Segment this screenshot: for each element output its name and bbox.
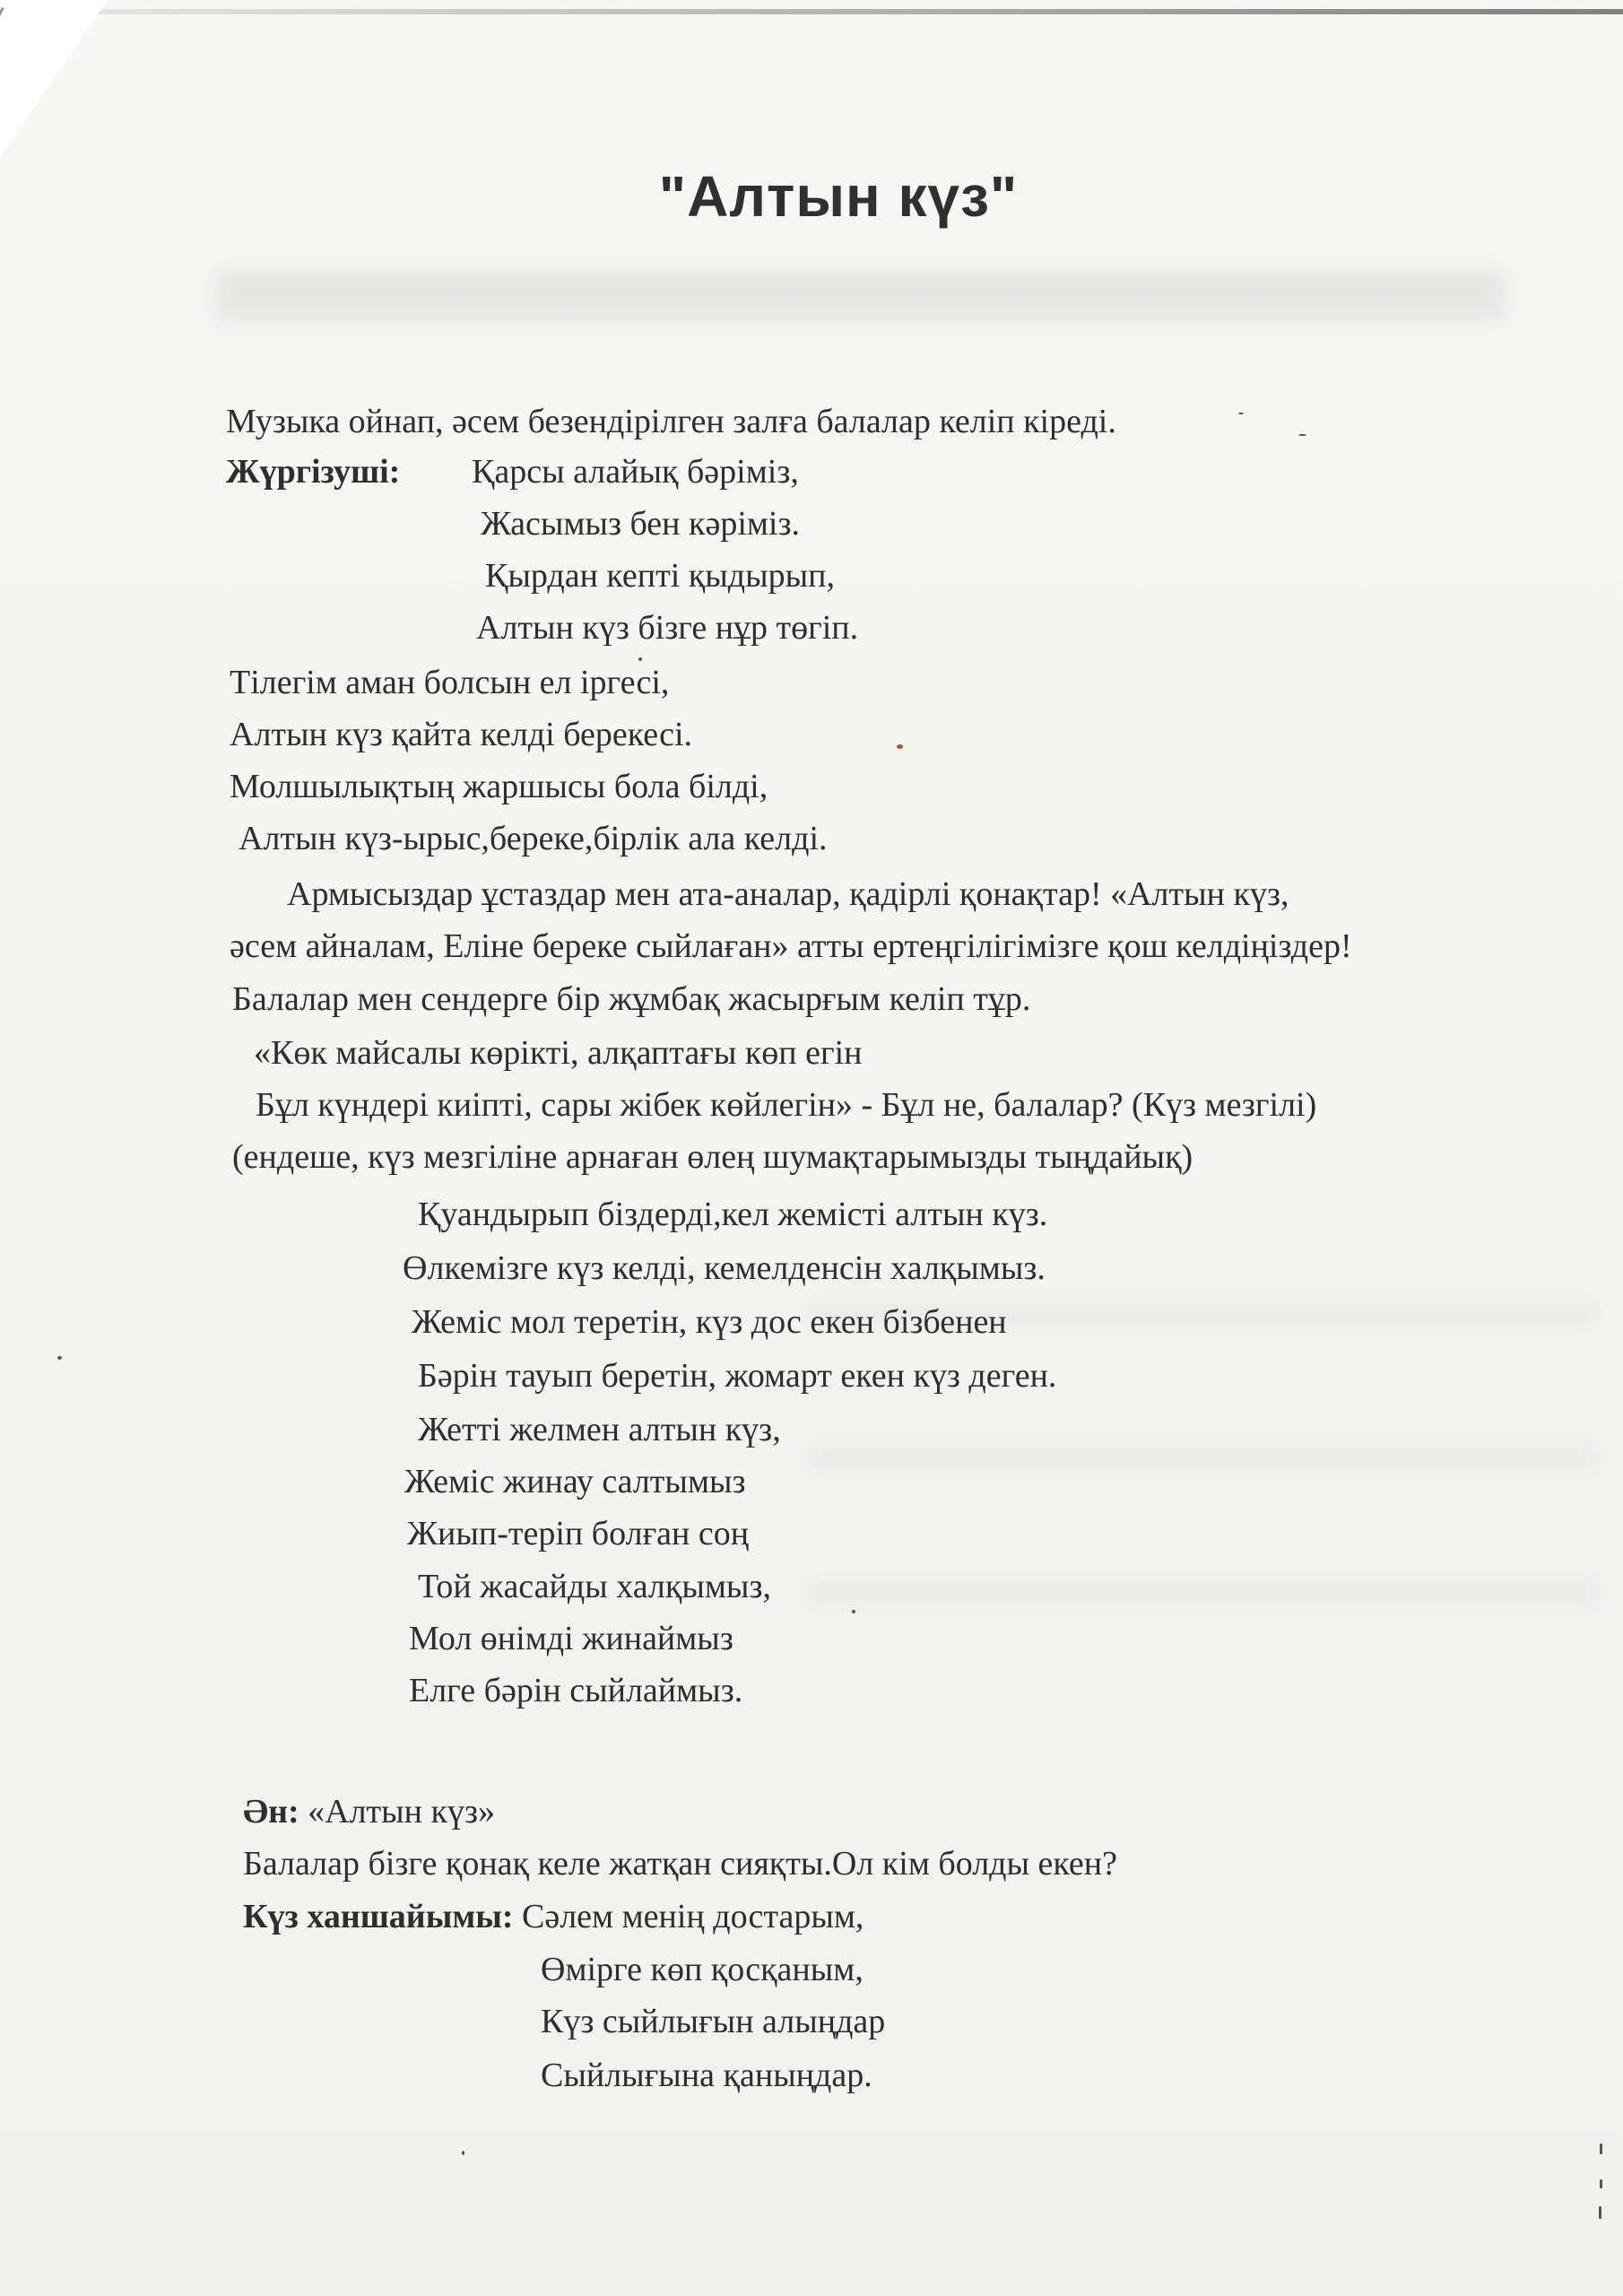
host-speaker-label: Жүргізуші: bbox=[226, 453, 401, 491]
poem-line: Өлкемізге күз келді, кемелденсін халқымыз. bbox=[403, 1249, 1046, 1287]
bleed-through-band bbox=[807, 1444, 1596, 1471]
poem-line: Жиып-теріп болған соң bbox=[407, 1515, 750, 1552]
ink-speck bbox=[1238, 413, 1244, 414]
verse-line: Тілегім аман болсын ел іргесі, bbox=[230, 664, 670, 701]
host-verse-line: Қарсы алайық бәріміз, bbox=[472, 453, 799, 491]
folded-corner bbox=[0, 0, 108, 157]
queen-verse-line: Сәлем менің достарым, bbox=[522, 1898, 864, 1935]
greeting-line: әсем айналам, Еліне береке сыйлаған» атты ертеңгілігімізге қош келдіңіздер! bbox=[230, 927, 1352, 965]
guest-line: Балалар бізге қонақ келе жатқан сияқты.Ол кім болды екен? bbox=[243, 1845, 1117, 1883]
ink-speck bbox=[638, 657, 642, 661]
ink-speck bbox=[1599, 2206, 1601, 2219]
ink-speck bbox=[462, 2151, 464, 2155]
queen-verse-line: Сыйлығына қаныңдар. bbox=[541, 2057, 872, 2094]
host-verse-line: Жасымыз бен кәріміз. bbox=[481, 505, 800, 543]
poem-line: Жеміс жинау салтымыз bbox=[404, 1463, 746, 1500]
bleed-through-band bbox=[215, 269, 1506, 323]
poem-line: Мол өнімді жинаймыз bbox=[409, 1620, 733, 1657]
poem-line: Той жасайды халқымыз, bbox=[418, 1568, 771, 1605]
ink-speck bbox=[897, 744, 903, 749]
riddle-line: Бұл күндері киіпті, сары жібек көйлегін» - Бұл не, балалар? (Күз мезгілі) bbox=[256, 1086, 1317, 1124]
bleed-through-band bbox=[807, 1578, 1596, 1605]
verse-line: Алтын күз-ырыс,береке,бірлік ала келді. bbox=[239, 820, 828, 857]
queen-verse-line: Өмірге көп қосқаным, bbox=[541, 1951, 864, 1988]
ink-speck bbox=[1600, 2144, 1602, 2154]
song-name: «Алтын күз» bbox=[308, 1793, 495, 1831]
scan-top-edge bbox=[99, 9, 1623, 14]
queen-verse-line: Күз сыйлығын алыңдар bbox=[541, 2003, 886, 2040]
poem-line: Жеміс мол теретін, күз дос екен бізбенен bbox=[412, 1303, 1007, 1341]
riddle-intro-line: Балалар мен сендерге бір жұмбақ жасырғым келіп тұр. bbox=[232, 980, 1031, 1018]
ink-speck bbox=[57, 1356, 62, 1360]
poem-line: Қуандырып біздерді,кел жемісті алтын күз. bbox=[418, 1196, 1048, 1233]
ink-speck bbox=[1298, 434, 1306, 436]
ink-speck bbox=[852, 1610, 855, 1613]
verse-line: Алтын күз қайта келді берекесі. bbox=[230, 716, 693, 753]
riddle-line: (ендеше, күз мезгіліне арнаған өлең шумақтарымызды тыңдайық) bbox=[232, 1138, 1193, 1176]
host-verse-line: Қырдан кепті қыдырып, bbox=[485, 557, 836, 595]
song-label: Ән: bbox=[243, 1793, 299, 1831]
intro-line: Музыка ойнап, әсем безендірілген залға балалар келіп кіреді. bbox=[226, 403, 1116, 440]
poem-line: Бәрін тауып беретін, жомарт екен күз деген. bbox=[418, 1357, 1057, 1395]
poem-line: Жетті желмен алтын күз, bbox=[418, 1411, 781, 1448]
autumn-queen-speaker-label: Күз ханшайымы: bbox=[243, 1898, 514, 1935]
verse-line: Молшылықтың жаршысы бола білді, bbox=[230, 768, 768, 805]
page-title: "Алтын күз" bbox=[658, 164, 1019, 229]
song-line bbox=[243, 1790, 495, 1833]
greeting-line: Армысыздар ұстаздар мен ата-аналар, қадірлі қонақтар! «Алтын күз, bbox=[287, 875, 1289, 913]
poem-line: Елге бәрін сыйлаймыз. bbox=[409, 1672, 743, 1709]
ink-speck bbox=[1600, 2179, 1602, 2188]
host-verse-line: Алтын күз бізге нұр төгіп. bbox=[476, 609, 859, 647]
riddle-line: «Көк майсалы көрікті, алқаптағы көп егін bbox=[254, 1034, 863, 1072]
